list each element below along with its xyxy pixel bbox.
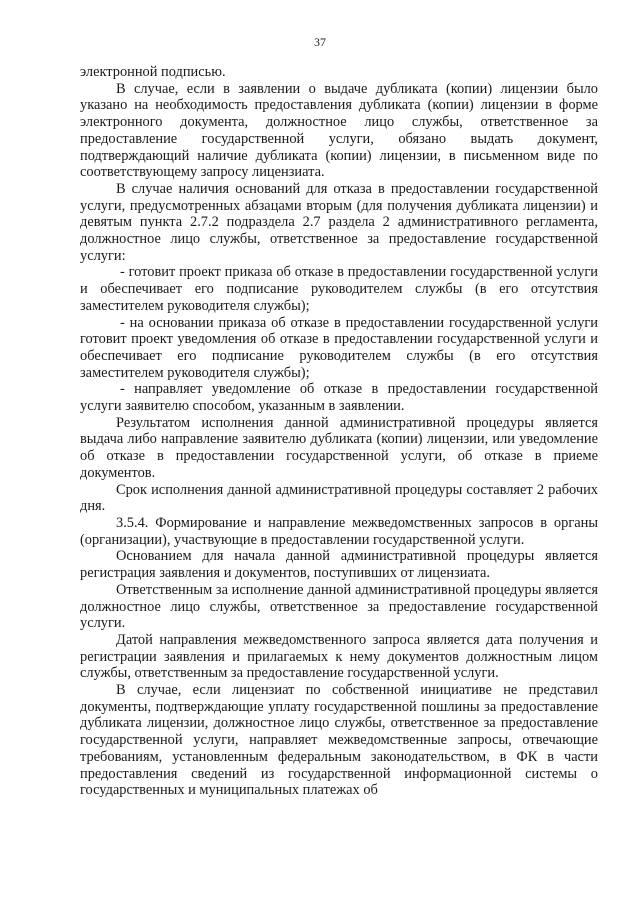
paragraph-requests: В случае, если лицензиат по собственной инициативе не представил документы, подтверждающие уплату государственной пошлины за предоставление дубликата лицензии, должностное лицо службы, ответственное за предоставление государственной услуги, направляет межведомственные запросы, отвечающие требованиям, установленным федеральным законодательством, в ФК в части предоставления сведений из государственной информационной системы о государственных и муниципальных платежах об <box>80 682 598 799</box>
list-item-2: - на основании приказа об отказе в предоставлении государственной услуги готовит проект уведомления об отказе в предоставлении государственной услуги и обеспечивает его подписание руководителем службы (в его отсутствия заместителем руководителя службы); <box>80 314 598 381</box>
page-number: 37 <box>314 35 326 49</box>
section-heading-3-5-4: 3.5.4. Формирование и направление межведомственных запросов в органы (организации), участвующие в предоставлении государственной услуги. <box>80 514 598 548</box>
paragraph-responsible: Ответственным за исполнение данной административной процедуры является должностное лицо службы, ответственное за предоставление государственной услуги. <box>80 581 598 632</box>
list-item-3: - направляет уведомление об отказе в предоставлении государственной услуги заявителю способом, указанным в заявлении. <box>80 381 598 415</box>
paragraph-basis: Основанием для начала данной административной процедуры является регистрация заявления и документов, поступивших от лицензиата. <box>80 548 598 582</box>
paragraph-3: В случае наличия оснований для отказа в предоставлении государственной услуги, предусмотренных абзацами вторым (для получения дубликата лицензии) и девятым пункта 2.7.2 подраздела 2.7 раздела 2 административного регламента, должностное лицо службы, ответственное за предоставление государственной услуги: <box>80 180 598 264</box>
paragraph-date: Датой направления межведомственного запроса является дата получения и регистрации заявления и прилагаемых к нему документов должностным лицом службы, ответственным за предоставление государственной услуги. <box>80 631 598 682</box>
paragraph-1: электронной подписью. <box>80 64 226 80</box>
paragraph-result: Результатом исполнения данной административной процедуры является выдача либо направление заявителю дубликата (копии) лицензии, или уведомление об отказе в предоставлении государственной услуги, об отказе в приеме документов. <box>80 414 598 481</box>
paragraph-term: Срок исполнения данной административной процедуры составляет 2 рабочих дня. <box>80 481 598 515</box>
document-body <box>80 64 598 799</box>
paragraph-2: В случае, если в заявлении о выдаче дубликата (копии) лицензии было указано на необходимость предоставления дубликата (копии) лицензии в форме электронного документа, должностное лицо службы, ответственное за предоставление государственной услуги, обязано выдать документ, подтверждающий наличие дубликата (копии) лицензии, в письменном виде по соответствующему запросу лицензиата. <box>80 80 598 181</box>
list-item-1: - готовит проект приказа об отказе в предоставлении государственной услуги и обеспечивает его подписание руководителем службы (в его отсутствия заместителем руководителя службы); <box>80 264 598 314</box>
